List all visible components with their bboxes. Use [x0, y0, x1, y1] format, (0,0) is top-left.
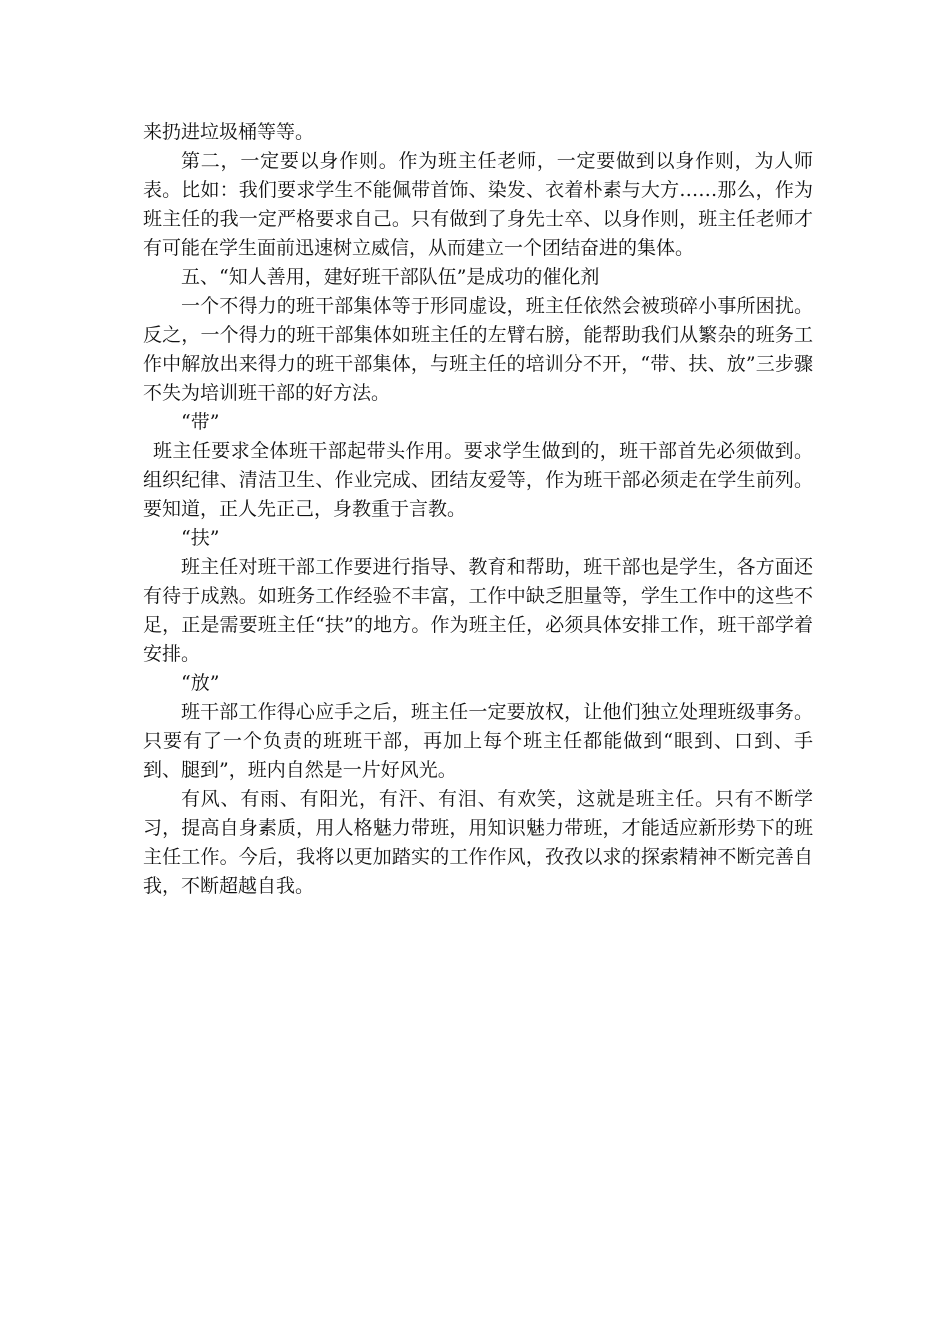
paragraph-fang: 班干部工作得心应手之后，班主任一定要放权，让他们独立处理班级事务。只要有了一个负责的班班干部，再加上每个班主任都能做到“眼到、口到、手到、腿到”，班内自然是一片好风光。: [143, 701, 813, 781]
paragraph-conclusion: 有风、有雨、有阳光，有汗、有泪、有欢笑，这就是班主任。只有不断学习，提高自身素质，用人格魅力带班，用知识魅力带班，才能适应新形势下的班主任工作。今后，我将以更加踏实的工作作风，孜孜以求的探索精神不断完善自我，不断超越自我。: [143, 788, 813, 897]
paragraph-continuation: 来扔进垃圾桶等等。: [143, 121, 315, 143]
paragraph-fu: 班主任对班干部工作要进行指导、教育和帮助，班干部也是学生，各方面还有待于成熟。如班务工作经验不丰富，工作中缺乏胆量等，学生工作中的这些不足，正是需要班主任“扶”的地方。作为班主任，必须具体安排工作，班干部学着安排。: [143, 556, 813, 665]
subheading-dai: “带”: [181, 411, 220, 433]
section-heading-five: 五、“知人善用，建好班干部队伍”是成功的催化剂: [181, 266, 600, 288]
paragraph-lead-by-example: 第二，一定要以身作则。作为班主任老师，一定要做到以身作则，为人师表。比如：我们要求学生不能佩带首饰、染发、衣着朴素与大方……那么，作为班主任的我一定严格要求自己。只有做到了身先士卒、以身作则，班主任老师才有可能在学生面前迅速树立威信，从而建立一个团结奋进的集体。: [143, 150, 813, 259]
document-body: [143, 118, 813, 901]
subheading-fang: “放”: [181, 672, 220, 694]
paragraph-dai: 班主任要求全体班干部起带头作用。要求学生做到的，班干部首先必须做到。组织纪律、清洁卫生、作业完成、团结友爱等，作为班干部必须走在学生前列。要知道，正人先正己，身教重于言教。: [143, 440, 813, 520]
paragraph-class-cadres: 一个不得力的班干部集体等于形同虚设，班主任依然会被琐碎小事所困扰。反之，一个得力的班干部集体如班主任的左臂右膀，能帮助我们从繁杂的班务工作中解放出来得力的班干部集体，与班主任的培训分不开，“带、扶、放”三步骤不失为培训班干部的好方法。: [143, 295, 813, 404]
subheading-fu: “扶”: [181, 527, 220, 549]
